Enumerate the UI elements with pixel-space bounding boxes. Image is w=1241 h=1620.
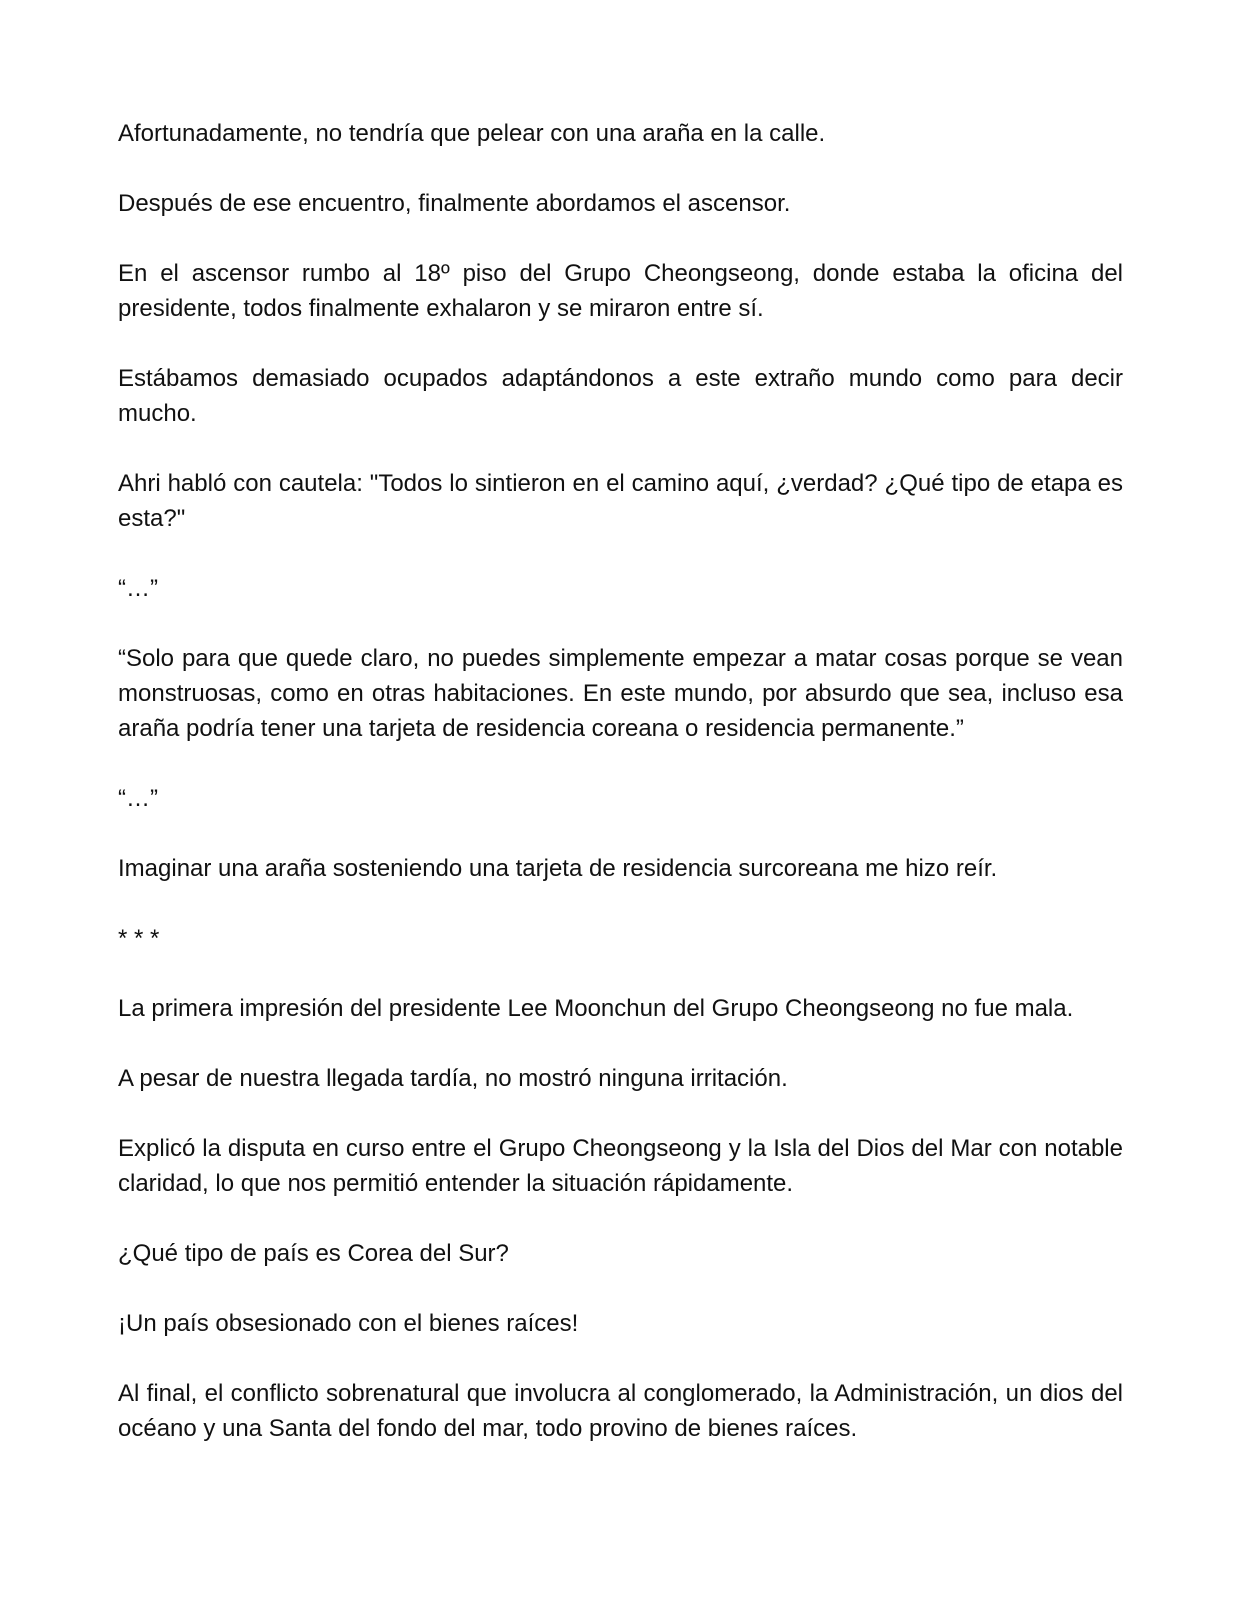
paragraph: ¡Un país obsesionado con el bienes raíces! <box>118 1310 579 1337</box>
paragraph: Estábamos demasiado ocupados adaptándonos a este extraño mundo como para decir mucho. <box>118 365 1123 427</box>
paragraph: “…” <box>118 785 158 812</box>
paragraph: En el ascensor rumbo al 18º piso del Grupo Cheongseong, donde estaba la oficina del presidente, todos finalmente exhalaron y se miraron entre sí. <box>118 260 1123 322</box>
paragraph: A pesar de nuestra llegada tardía, no mostró ninguna irritación. <box>118 1065 788 1092</box>
section-break: * * * <box>118 925 160 952</box>
paragraph: Al final, el conflicto sobrenatural que involucra al conglomerado, la Administración, un dios del océano y una Santa del fondo del mar, todo provino de bienes raíces. <box>118 1380 1123 1442</box>
paragraph: Explicó la disputa en curso entre el Grupo Cheongseong y la Isla del Dios del Mar con notable claridad, lo que nos permitió entender la situación rápidamente. <box>118 1135 1123 1197</box>
paragraph: “Solo para que quede claro, no puedes simplemente empezar a matar cosas porque se vean monstruosas, como en otras habitaciones. En este mundo, por absurdo que sea, incluso esa araña podría tener una tarjeta de residencia coreana o residencia permanente.” <box>118 645 1123 742</box>
paragraph: Después de ese encuentro, finalmente abordamos el ascensor. <box>118 190 791 217</box>
paragraph: Ahri habló con cautela: "Todos lo sintieron en el camino aquí, ¿verdad? ¿Qué tipo de etapa es esta?" <box>118 470 1123 532</box>
paragraph: Afortunadamente, no tendría que pelear con una araña en la calle. <box>118 120 826 147</box>
paragraph: ¿Qué tipo de país es Corea del Sur? <box>118 1240 509 1267</box>
paragraph: La primera impresión del presidente Lee Moonchun del Grupo Cheongseong no fue mala. <box>118 995 1074 1022</box>
paragraph: Imaginar una araña sosteniendo una tarjeta de residencia surcoreana me hizo reír. <box>118 855 998 882</box>
document-body <box>118 116 1123 1446</box>
paragraph: “…” <box>118 575 158 602</box>
